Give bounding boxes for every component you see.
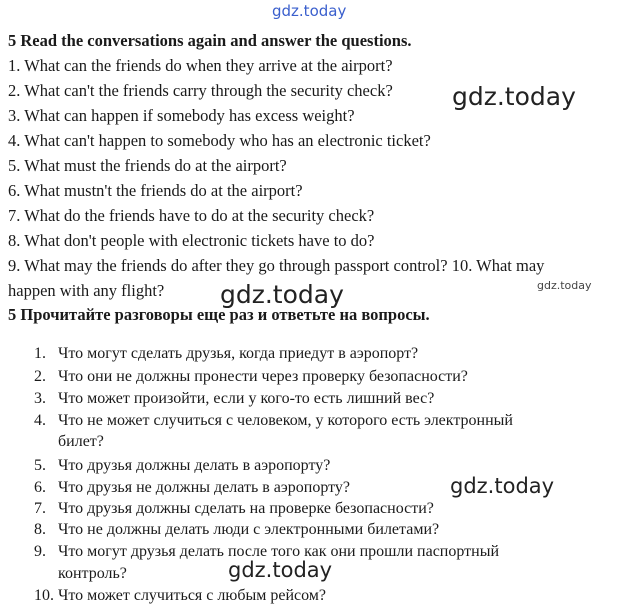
watermark-small-right: gdz.today — [537, 279, 592, 292]
russian-item-10 — [34, 586, 326, 606]
english-question-5: 5. What must the friends do at the airport? — [8, 156, 287, 175]
english-question-7: 7. What do the friends have to do at the security check? — [8, 206, 375, 225]
item-text: Что могут сделать друзья, когда приедут в аэропорт? — [58, 345, 419, 362]
english-question-1: 1. What can the friends do when they arrive at the airport? — [8, 56, 393, 75]
item-number: 3. — [34, 390, 46, 407]
item-number: 6. — [34, 479, 46, 496]
watermark-russian-right: gdz.today — [450, 474, 555, 498]
item-number: 9. — [34, 543, 46, 560]
item-number: 5. — [34, 457, 46, 474]
item-number: 4. — [34, 412, 46, 429]
russian-item-4 — [34, 411, 513, 431]
english-heading: 5 Read the conversations again and answer the questions. — [8, 31, 412, 50]
item-text: контроль? — [58, 565, 127, 582]
english-question-4: 4. What can't happen to somebody who has an electronic ticket? — [8, 131, 431, 150]
russian-item-8 — [34, 520, 439, 540]
watermark-top: gdz.today — [272, 2, 347, 20]
item-number: 7. — [34, 500, 46, 517]
russian-heading: 5 Прочитайте разговоры еще раз и ответьте на вопросы. — [8, 305, 430, 324]
item-text: Что не может случиться с человеком, у которого есть электронный — [58, 412, 513, 429]
english-question-8: 8. What don't people with electronic tickets have to do? — [8, 231, 375, 250]
watermark-right: gdz.today — [452, 82, 576, 111]
english-question-9-10: 9. What may the friends do after they go through passport control? 10. What may — [8, 256, 545, 275]
item-text: Что не должны делать люди с электронными билетами? — [58, 521, 440, 538]
item-text: Что может произойти, если у кого-то есть лишний вес? — [58, 390, 435, 407]
item-text: Что могут друзья делать после того как они прошли паспортный — [58, 543, 500, 560]
english-question-3: 3. What can happen if somebody has excess weight? — [8, 106, 355, 125]
item-text: Что друзья должны сделать на проверке безопасности? — [58, 500, 434, 517]
english-question-10-continued: happen with any flight? — [8, 281, 165, 300]
item-number: 1. — [34, 345, 46, 362]
item-number: 8. — [34, 521, 46, 538]
item-text: Что может случиться с любым рейсом? — [58, 587, 327, 604]
item-text: Что друзья не должны делать в аэропорту? — [58, 479, 350, 496]
item-number: 2. — [34, 368, 46, 385]
russian-item-1 — [34, 344, 418, 364]
russian-item-7 — [34, 499, 434, 519]
watermark-russian-bottom: gdz.today — [228, 558, 333, 582]
russian-item-5 — [34, 456, 330, 476]
watermark-middle: gdz.today — [220, 280, 344, 309]
russian-item-2 — [34, 367, 468, 387]
item-number: 10. — [34, 587, 54, 604]
russian-item-3 — [34, 389, 434, 409]
russian-item-9-continued — [34, 564, 127, 584]
russian-item-4-continued — [34, 432, 104, 452]
item-text: Что они не должны пронести через проверку безопасности? — [58, 368, 468, 385]
russian-item-6 — [34, 478, 350, 498]
item-text: билет? — [58, 433, 104, 450]
english-question-6: 6. What mustn't the friends do at the airport? — [8, 181, 303, 200]
english-question-2: 2. What can't the friends carry through the security check? — [8, 81, 393, 100]
item-text: Что друзья должны делать в аэропорту? — [58, 457, 331, 474]
